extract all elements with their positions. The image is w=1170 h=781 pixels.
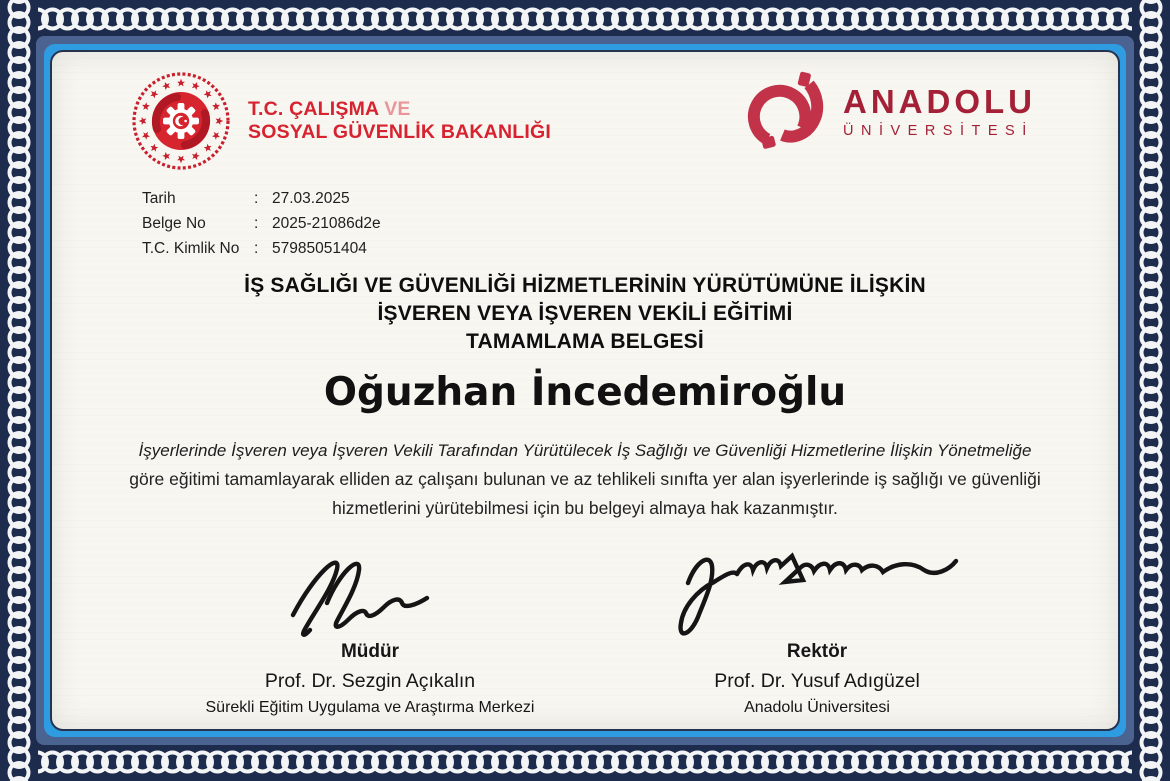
date-value: 27.03.2025 — [272, 190, 350, 207]
certificate-title-line3: TAMAMLAMA BELGESİ — [466, 329, 704, 353]
signature-block-rector — [592, 547, 1042, 717]
body-line3: hizmetlerini yürütebilmesi için bu belgeyi almaya hak kazanmıştır. — [332, 497, 838, 518]
meta-row-document-no — [142, 215, 381, 233]
ministry-name-line1: T.C. ÇALIŞMA — [248, 97, 379, 120]
rector-name: Prof. Dr. Yusuf Adıgüzel — [714, 670, 920, 692]
border-ornament-bottom — [0, 743, 1170, 781]
meta-row-national-id — [142, 240, 381, 258]
document-no-label: Belge No — [142, 215, 206, 232]
border-ornament-left — [0, 0, 38, 781]
national-id-label: T.C. Kimlik No — [142, 240, 240, 257]
director-name: Prof. Dr. Sezgin Açıkalın — [264, 670, 476, 692]
ministry-name-line1-faded: VE — [378, 97, 411, 120]
director-signature-icon — [160, 547, 580, 639]
document-no-value: 2025-21086d2e — [272, 215, 381, 232]
director-title: Müdür — [340, 641, 400, 662]
university-name: ANADOLU — [843, 83, 1036, 120]
separator: : — [254, 240, 259, 257]
certificate-title-line2: İŞVEREN VEYA İŞVEREN VEKİLİ EĞİTİMİ — [377, 301, 793, 325]
signature-block-director — [160, 547, 580, 717]
document-meta — [142, 190, 381, 265]
certificate-paper — [50, 50, 1120, 731]
ministry-logo-icon — [128, 68, 234, 174]
university-header — [741, 66, 1036, 158]
ministry-name — [248, 98, 551, 145]
rector-organization: Anadolu Üniversitesi — [744, 699, 890, 716]
body-line2: göre eğitimi tamamlayarak elliden az çalışanı bulunan ve az tehlikeli sınıfta yer alan işyerlerinde iş sağlığı ve güvenliği — [129, 469, 1041, 490]
university-subtitle: ÜNİVERSİTESİ — [843, 123, 1034, 139]
director-organization: Sürekli Eğitim Uygulama ve Araştırma Merkezi — [205, 699, 535, 716]
meta-row-date — [142, 190, 381, 208]
certificate-title — [52, 272, 1118, 356]
rector-title: Rektör — [786, 641, 848, 662]
national-id-value: 57985051404 — [272, 240, 367, 257]
rector-signature-icon — [592, 547, 1042, 639]
separator: : — [254, 215, 259, 232]
ministry-header — [128, 68, 551, 174]
recipient-name: Oğuzhan İncedemiroğlu — [323, 370, 847, 415]
university-name-block — [843, 85, 1036, 139]
border-ornament-top — [0, 0, 1170, 38]
ministry-name-line2: SOSYAL GÜVENLİK BAKANLIĞI — [248, 121, 551, 143]
certificate-body — [88, 437, 1082, 523]
date-label: Tarih — [142, 190, 176, 207]
border-ornament-right — [1132, 0, 1170, 781]
university-logo-icon — [741, 66, 833, 158]
body-regulation-line: İşyerlerinde İşveren veya İşveren Vekili Tarafından Yürütülecek İş Sağlığı ve Güvenliği Hizmetlerine İlişkin Yönetmeliğe — [138, 441, 1032, 460]
certificate-title-line1: İŞ SAĞLIĞI VE GÜVENLİĞİ HİZMETLERİNİN YÜRÜTÜMÜNE İLİŞKİN — [244, 274, 926, 297]
separator: : — [254, 190, 259, 207]
